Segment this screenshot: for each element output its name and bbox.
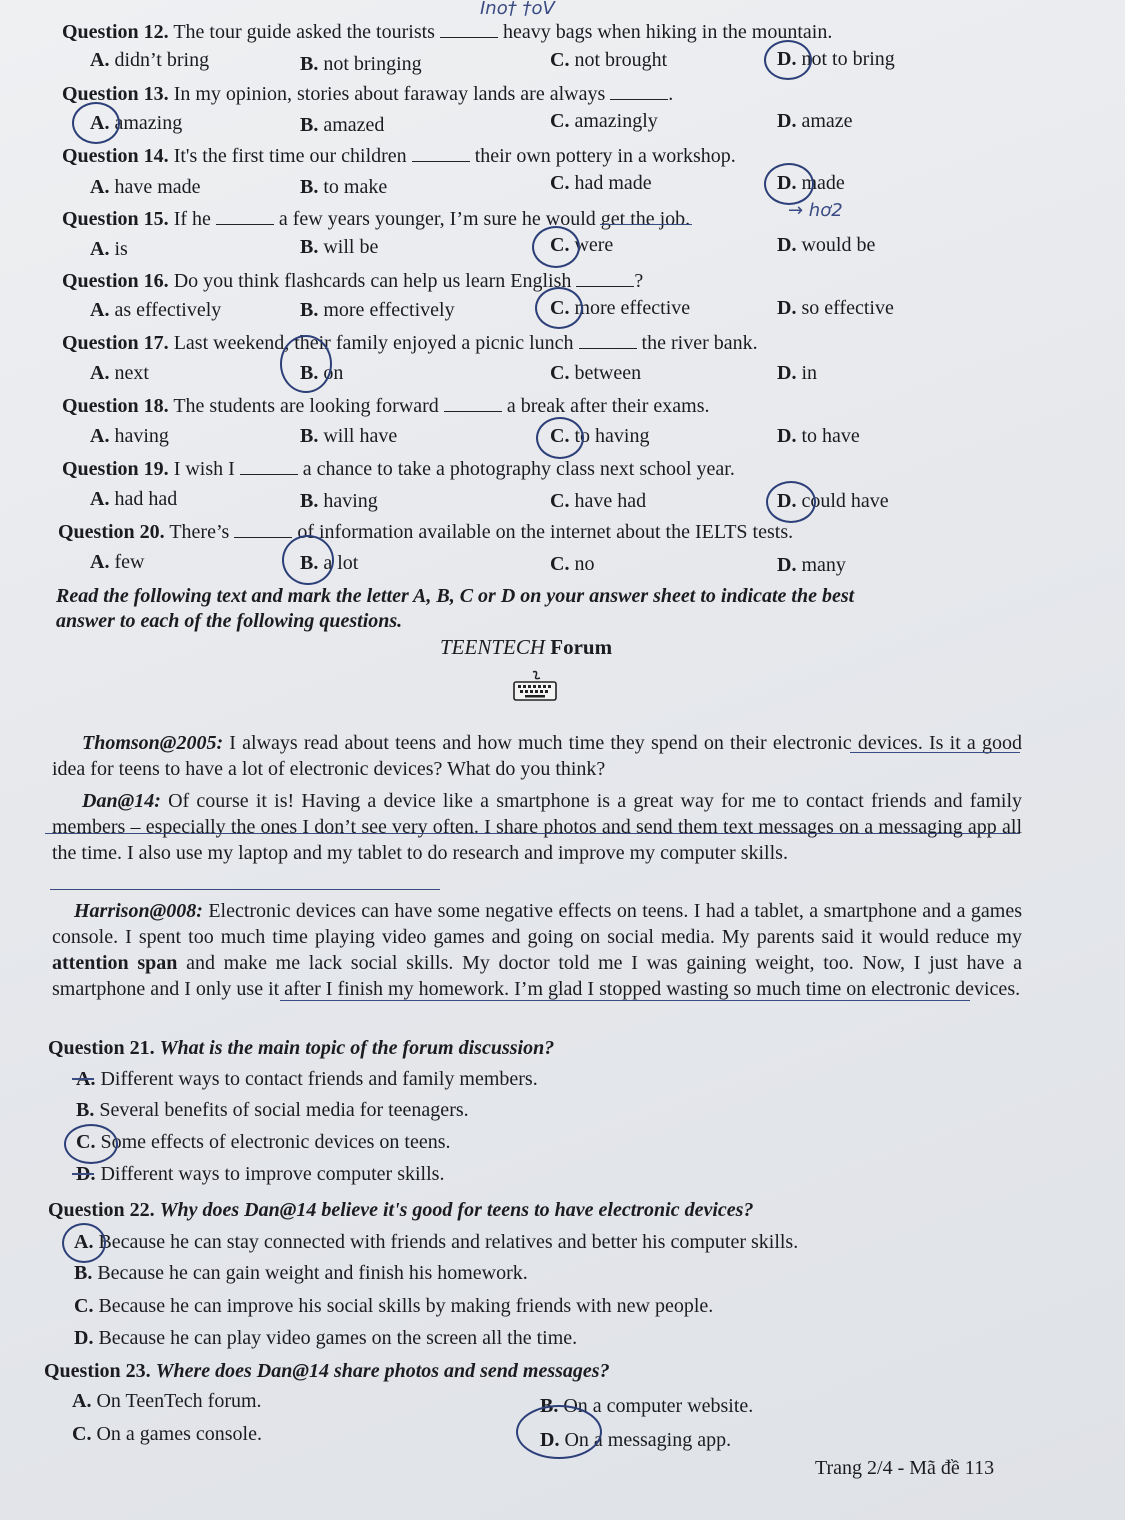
ink-underline	[850, 752, 1020, 753]
option-d: D. not to bring	[777, 48, 895, 70]
forum-post-thomson	[52, 730, 1022, 782]
post-text: Of course it is! Having a device like a smartphone is a great way for me to contact friends and family members – especially the ones I don’t see very often. I share photos and send them text messages on a messaging app all the time. I also use my laptop and my tablet to do research and improve my computer skills.	[52, 790, 1023, 864]
question-label: Question 12.	[62, 21, 169, 43]
post-username: Dan@14:	[82, 790, 161, 812]
question-text: heavy bags when hiking in the mountain.	[502, 21, 833, 43]
ink-underline	[50, 889, 440, 890]
option-a: A. Different ways to contact friends and family members.	[76, 1068, 538, 1090]
option-b: B. not bringing	[300, 53, 422, 75]
option-c: C. not brought	[550, 49, 668, 71]
option-b: B. to make	[300, 176, 388, 198]
question-19: Question 19. I wish I a chance to take a photography class next school year.	[62, 458, 735, 480]
option-a: A. Because he can stay connected with friends and relatives and better his computer skills.	[74, 1231, 799, 1253]
option-b: B. Because he can gain weight and finish his homework.	[74, 1262, 528, 1284]
post-text: I always read about teens and how much time they spend on their electronic devices. Is it a good idea for teens to have a lot of electronic devices? What do you think?	[52, 732, 1022, 780]
option-a: A. had had	[90, 488, 178, 510]
option-b: B. on	[300, 362, 344, 384]
option-c: C. Some effects of electronic devices on teens.	[76, 1131, 451, 1153]
option-d: D. Because he can play video games on the screen all the time.	[74, 1327, 578, 1349]
option-d: D. so effective	[777, 297, 894, 319]
forum-title-word: Forum	[550, 635, 613, 659]
option-d: D. could have	[777, 490, 889, 512]
question-12	[62, 19, 832, 44]
reading-instruction-line1: Read the following text and mark the letter A, B, C or D on your answer sheet to indicate the best	[56, 585, 855, 607]
answer-blank	[440, 19, 498, 38]
reading-instruction-line2: answer to each of the following questions.	[56, 610, 403, 632]
answer-circle	[764, 163, 814, 205]
question-14: Question 14. It's the first time our children their own pottery in a workshop.	[62, 145, 736, 167]
question-15: Question 15. If he a few years younger, I’m sure he would get the job.	[62, 208, 691, 230]
option-b: B. Several benefits of social media for teenagers.	[76, 1099, 469, 1121]
post-text: and make me lack social skills. My doctor told me I was gaining weight, too. Now, I just have a smartphone and I only use it after I finish my homework. I’m glad I stopped wasting so much time on electronic devices.	[52, 952, 1023, 1000]
question-21: Question 21. What is the main topic of the forum discussion?	[48, 1037, 555, 1059]
strike-mark	[72, 1078, 94, 1080]
option-d: D. amaze	[777, 110, 853, 132]
answer-circle	[64, 1124, 118, 1164]
post-bold-term: attention span	[52, 952, 178, 974]
option-a: A. next	[90, 362, 149, 384]
answer-circle	[62, 1223, 106, 1263]
question-20: Question 20. There’s of information available on the internet about the IELTS tests.	[58, 521, 794, 543]
option-d: D. to have	[777, 425, 860, 447]
forum-title-brand: TEENTECH	[440, 635, 546, 659]
option-d: D. made	[777, 172, 845, 194]
option-c: C. more effective	[550, 297, 691, 319]
option-a: A. didn’t bring	[90, 49, 210, 71]
option-a: A. have made	[90, 176, 201, 198]
option-c: C. Because he can improve his social skills by making friends with new people.	[74, 1295, 714, 1317]
answer-circle	[516, 1405, 602, 1459]
question-13: Question 13. In my opinion, stories about faraway lands are always .	[62, 83, 674, 105]
option-d: D. would be	[777, 234, 876, 256]
question-18: Question 18. The students are looking forward a break after their exams.	[62, 395, 710, 417]
option-b: B. amazed	[300, 114, 385, 136]
strike-mark	[72, 1173, 94, 1175]
post-username: Harrison@008:	[74, 900, 203, 922]
option-b: B. will have	[300, 425, 398, 447]
option-c: C. amazingly	[550, 110, 658, 132]
answer-circle	[532, 226, 580, 268]
option-c: C. between	[550, 362, 642, 384]
option-c: C. were	[550, 234, 614, 256]
post-username: Thomson@2005:	[82, 732, 224, 754]
option-a: A. amazing	[90, 112, 183, 134]
question-text: The tour guide asked the tourists	[173, 21, 435, 43]
option-c: C. had made	[550, 172, 652, 194]
question-23: Question 23. Where does Dan@14 share photos and send messages?	[44, 1360, 610, 1382]
option-b: B. will be	[300, 236, 379, 258]
option-d: D. many	[777, 554, 846, 576]
option-d: D. in	[777, 362, 818, 384]
option-c: C. to having	[550, 425, 650, 447]
ink-underline	[45, 833, 1020, 834]
question-17: Question 17. Last weekend, their family enjoyed a picnic lunch the river bank.	[62, 332, 758, 354]
option-c: C. have had	[550, 490, 647, 512]
forum-post-dan	[52, 788, 1022, 866]
option-d: D. Different ways to improve computer skills.	[76, 1163, 445, 1185]
question-22: Question 22. Why does Dan@14 believe it's good for teens to have electronic devices?	[48, 1199, 754, 1221]
forum-title	[440, 635, 612, 660]
handwritten-note-q12: Ino† †oV	[480, 0, 555, 19]
option-c: C. On a games console.	[72, 1423, 262, 1445]
answer-circle	[282, 535, 334, 585]
answer-circle	[535, 287, 583, 329]
option-c: C. no	[550, 553, 595, 575]
option-a: A. as effectively	[90, 299, 222, 321]
ink-underline	[280, 1000, 970, 1001]
answer-circle	[764, 40, 812, 80]
question-16: Question 16. Do you think flashcards can help us learn English ?	[62, 270, 644, 292]
answer-circle	[72, 102, 120, 144]
ink-underline	[600, 224, 692, 225]
keyboard-icon	[512, 670, 558, 702]
option-b: B. more effectively	[300, 299, 455, 321]
option-b: B. having	[300, 490, 378, 512]
option-a: A. having	[90, 425, 169, 447]
answer-circle	[766, 481, 816, 523]
option-d: D. On a messaging app.	[540, 1429, 732, 1451]
answer-circle	[536, 417, 584, 459]
post-text: Electronic devices can have some negative effects on teens. I had a tablet, a smartphone and a games console. I spent too much time playing video games and going on social media. My parents said it would reduce my	[52, 900, 1022, 948]
page-footer: Trang 2/4 - Mã đề 113	[815, 1457, 995, 1479]
option-a: A. few	[90, 551, 145, 573]
option-a: A. is	[90, 238, 128, 260]
option-b: B. On a computer website.	[540, 1395, 754, 1417]
option-b: B. a lot	[300, 552, 359, 574]
option-a: A. On TeenTech forum.	[72, 1390, 262, 1412]
handwritten-note-q15: → hơ2	[788, 200, 843, 221]
forum-post-harrison	[52, 898, 1022, 1002]
answer-circle	[280, 335, 332, 393]
